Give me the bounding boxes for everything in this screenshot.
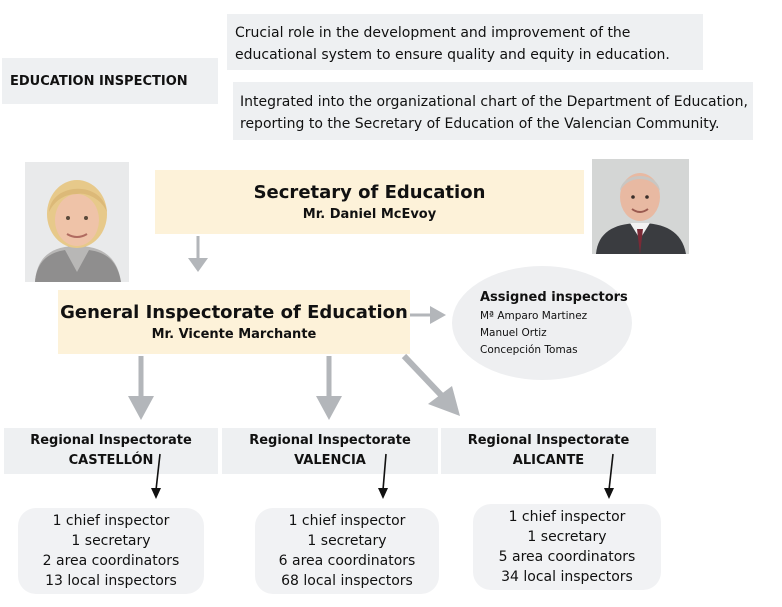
staff-line: 6 area coordinators [278, 553, 416, 569]
general-inspectorate-name: Mr. Vicente Marchante [151, 327, 317, 342]
staff-line: 1 chief inspector [52, 513, 170, 529]
region-name: CASTELLÓN [68, 453, 154, 468]
arrow-castellon-staff [156, 454, 160, 490]
region-label: Regional Inspectorate [30, 433, 192, 448]
region-label: Regional Inspectorate [467, 433, 630, 448]
info-text-role: Crucial role in the development and improvement of the educational system to ensure quality and equity in education. [235, 25, 670, 63]
assigned-inspector-2: Manuel Ortiz [480, 327, 547, 339]
region-name: ALICANTE [512, 453, 585, 468]
staff-line: 2 area coordinators [42, 553, 180, 569]
secretary-title: Secretary of Education [253, 182, 486, 203]
staff-line: 1 chief inspector [288, 513, 406, 529]
assigned-inspector-3: Concepción Tomas [480, 344, 578, 356]
staff-box-alicante [473, 504, 661, 590]
staff-line: 34 local inspectors [501, 569, 633, 585]
arrow-valencia-staff [383, 454, 386, 490]
secretary-name: Mr. Daniel McEvoy [302, 207, 437, 222]
page-heading: EDUCATION INSPECTION [10, 73, 188, 89]
region-name: VALENCIA [294, 453, 366, 468]
staff-box-castellon [18, 508, 204, 594]
staff-line: 1 secretary [307, 533, 387, 549]
info-text-org: Integrated into the organizational chart of the Department of Education, reporting to the Secretary of Education of the Valencian Community. [240, 94, 748, 132]
region-label: Regional Inspectorate [249, 433, 411, 448]
staff-line: 1 secretary [71, 533, 151, 549]
staff-line: 1 chief inspector [508, 509, 626, 525]
staff-line: 13 local inspectors [45, 573, 177, 589]
assigned-inspectors-title: Assigned inspectors [480, 290, 628, 305]
staff-line: 68 local inspectors [281, 573, 413, 589]
staff-line: 5 area coordinators [498, 549, 636, 565]
assigned-inspector-1: Mª Amparo Martinez [480, 310, 588, 322]
staff-line: 1 secretary [527, 529, 607, 545]
staff-box-valencia [255, 508, 439, 594]
arrow-alicante-staff [609, 454, 613, 490]
general-inspectorate-title: General Inspectorate of Education [60, 302, 408, 323]
